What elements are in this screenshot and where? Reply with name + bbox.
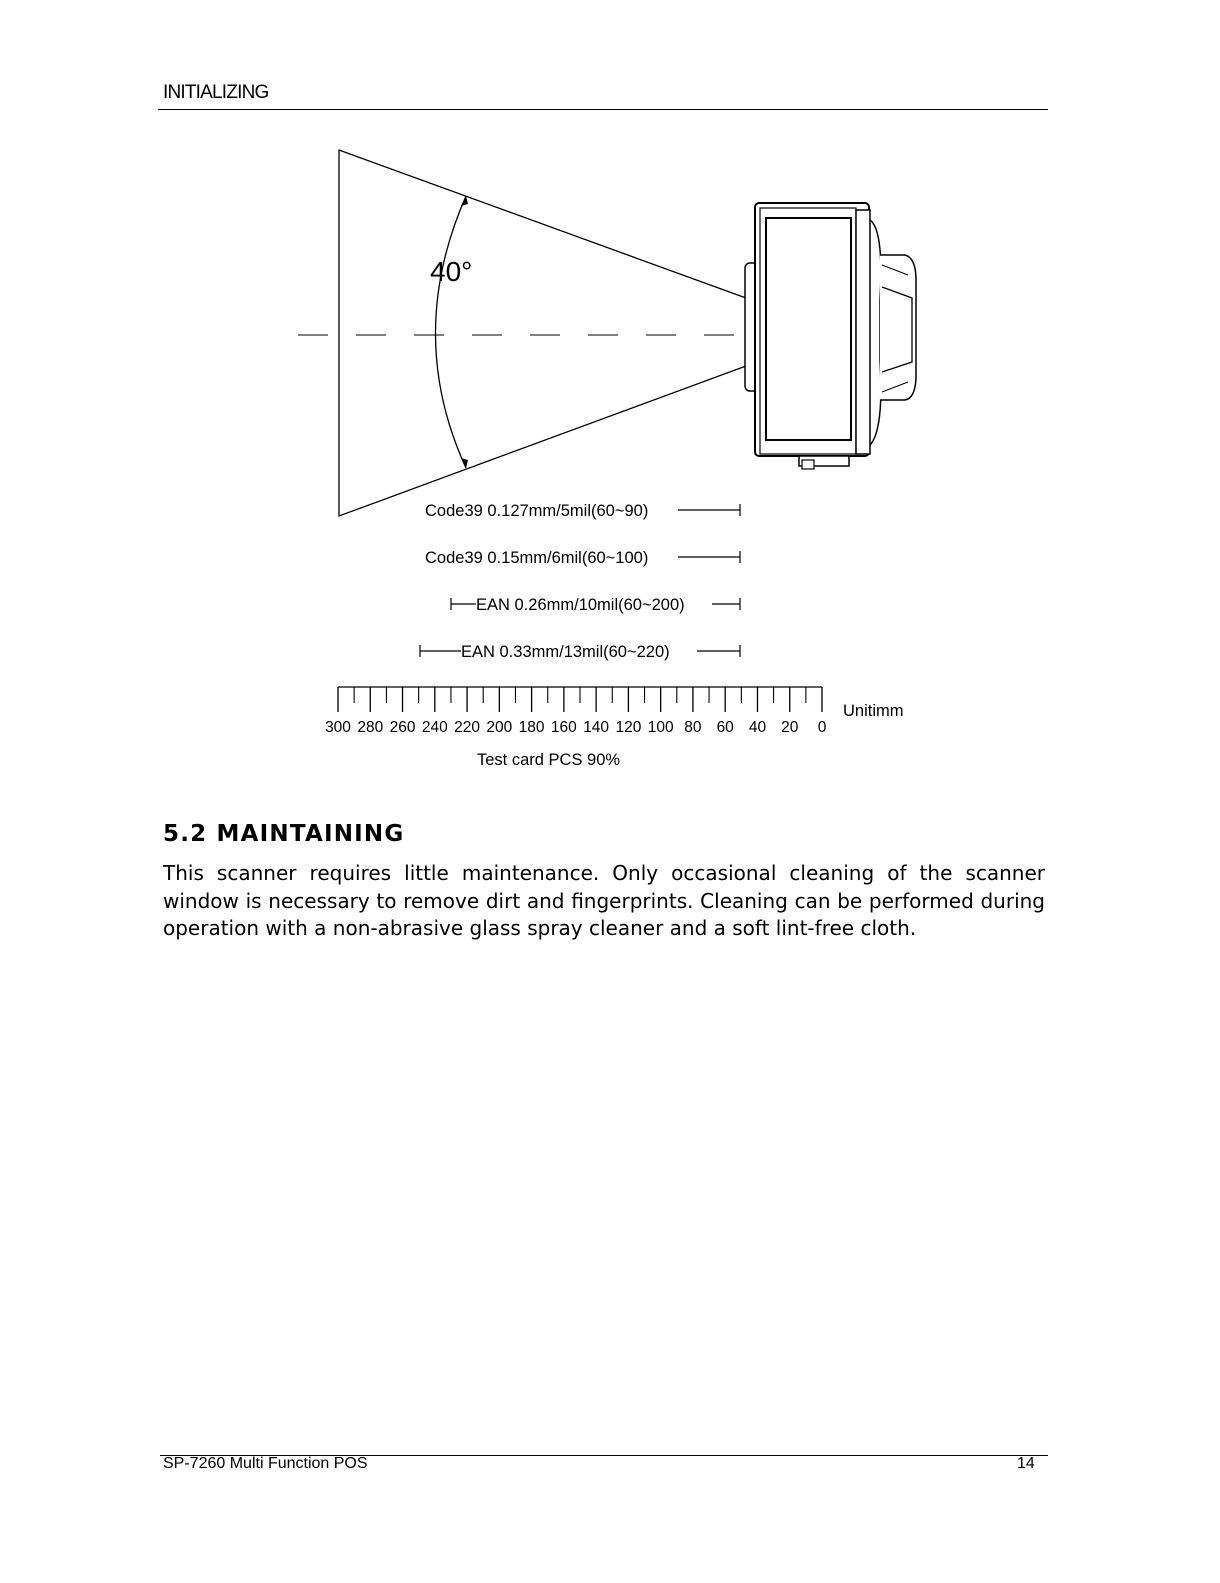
- section-title: 5.2 MAINTAINING: [163, 821, 405, 847]
- scanner-device-illustration: [745, 203, 916, 469]
- ruler-tick-label: 20: [781, 719, 799, 736]
- distance-ruler: [325, 687, 827, 736]
- ruler-tick-label: 0: [817, 719, 827, 736]
- range-label-code39-6mil: Code39 0.15mm/6mil(60~100): [425, 549, 649, 567]
- section-body-text: This scanner requires little maintenance. Only occasional cleaning of the scanner window is necessary to remove dirt and fingerprints. Cleaning can be performed during operation with a non-abrasive glass spray cleaner and a soft lint-free cloth.: [163, 861, 1045, 940]
- ruler-tick-label: 100: [647, 719, 674, 736]
- ruler-tick-label: 160: [550, 719, 577, 736]
- range-label-ean-13mil: EAN 0.33mm/13mil(60~220): [461, 643, 670, 661]
- ruler-tick-label: 120: [615, 719, 642, 736]
- page-header-title: INITIALIZING: [163, 82, 269, 103]
- footer-product-name: SP-7260 Multi Function POS: [163, 1455, 368, 1472]
- range-label-code39-5mil: Code39 0.127mm/5mil(60~90): [425, 502, 649, 520]
- ruler-tick-label: 140: [583, 719, 610, 736]
- ruler-tick-label: 200: [486, 719, 513, 736]
- ruler-tick-label: 300: [325, 719, 351, 736]
- ruler-tick-label: 240: [421, 719, 448, 736]
- ruler-unit-label: Unitimm: [843, 702, 904, 720]
- angle-arrow-top: [461, 196, 468, 206]
- angle-label: 40°: [430, 256, 473, 287]
- ruler-tick-label: 40: [748, 719, 767, 736]
- ruler-tick-label: 80: [684, 719, 702, 736]
- ruler-tick-label: 180: [518, 719, 545, 736]
- ruler-tick-label: 60: [716, 719, 734, 736]
- ruler-tick-label: 220: [454, 719, 481, 736]
- footer-page-number: 14: [1017, 1455, 1035, 1472]
- angle-arrow-bottom: [461, 458, 468, 468]
- figure-caption: Test card PCS 90%: [477, 751, 621, 769]
- ruler-tick-label: 280: [357, 719, 384, 736]
- scan-field-cone: [339, 150, 746, 516]
- range-label-ean-10mil: EAN 0.26mm/10mil(60~200): [476, 596, 685, 614]
- ruler-tick-label: 260: [389, 719, 416, 736]
- angle-arc: [436, 196, 467, 468]
